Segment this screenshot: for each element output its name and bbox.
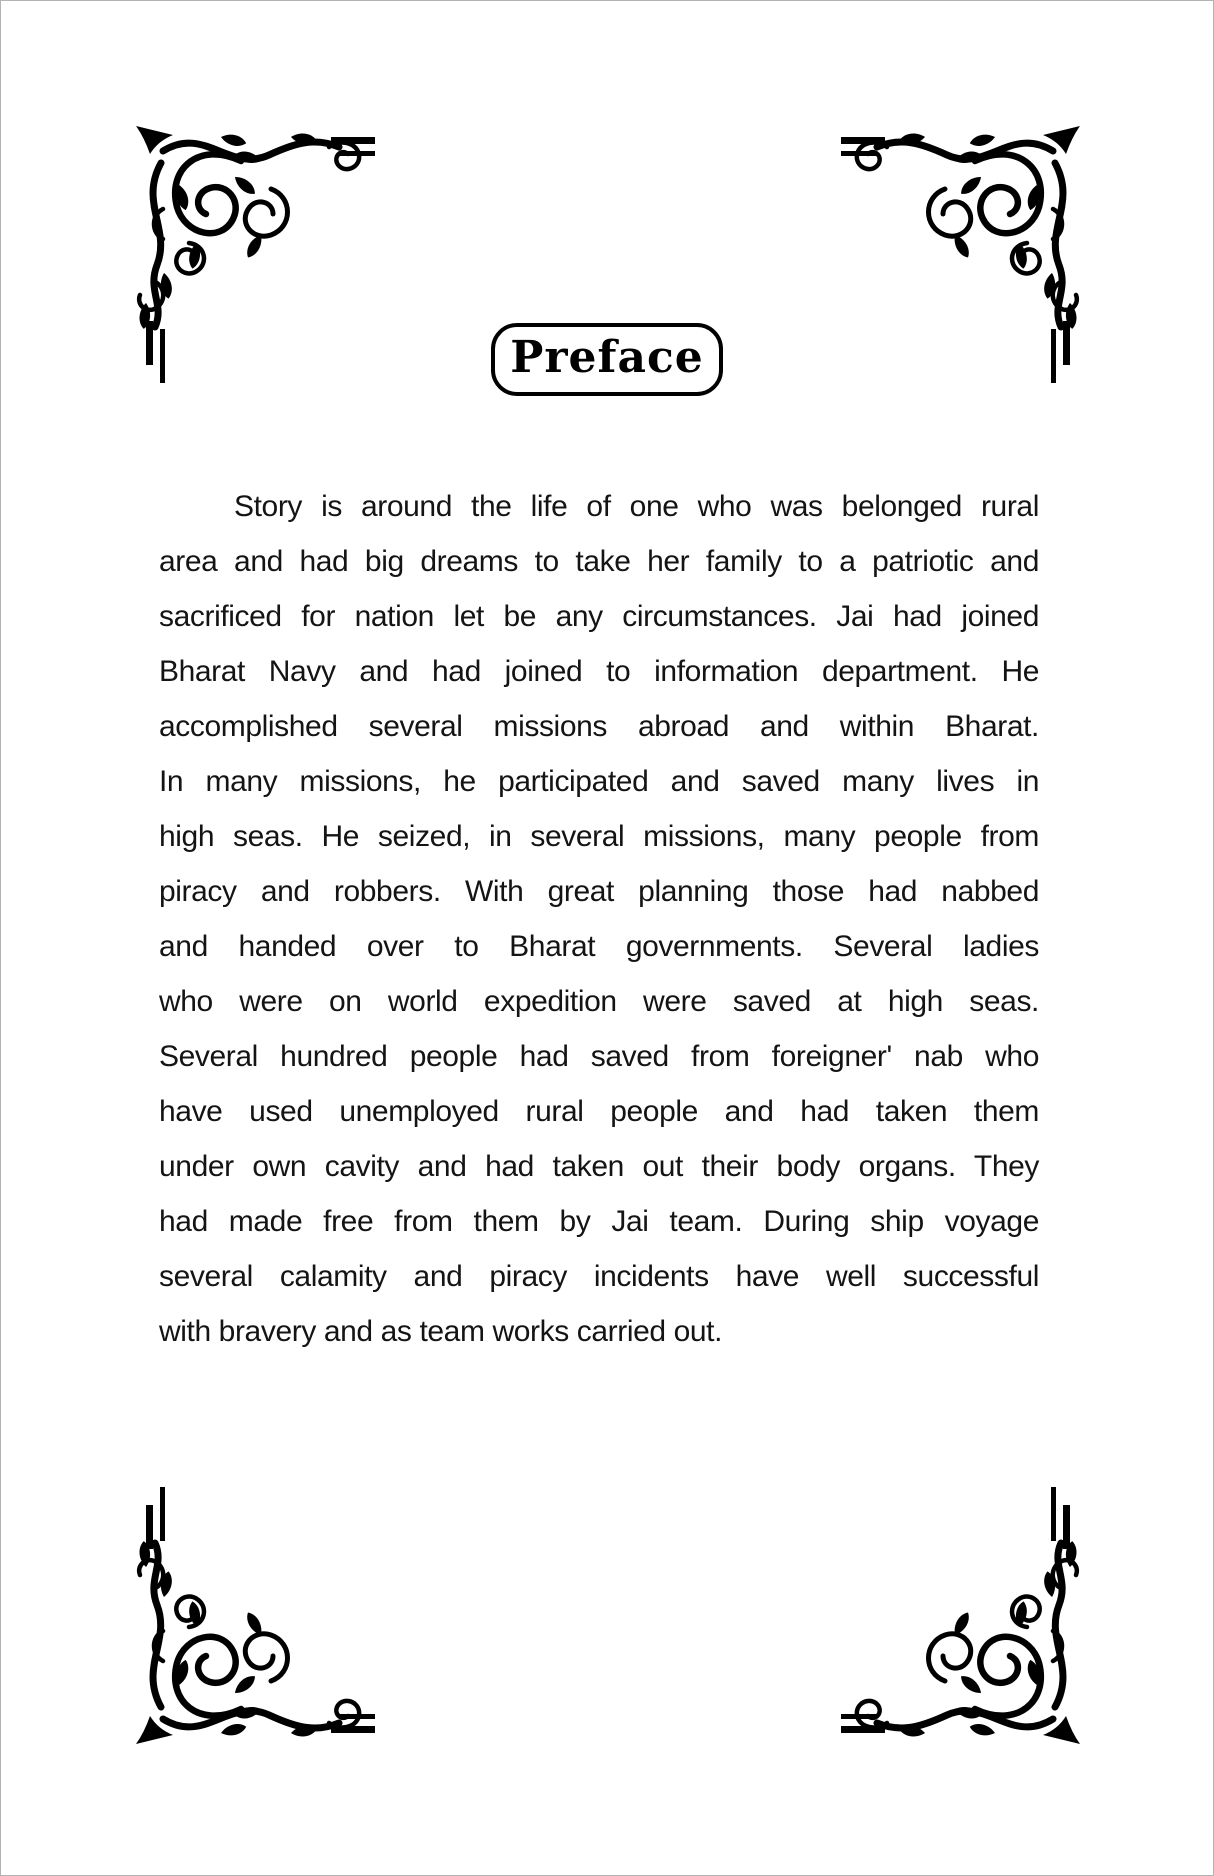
corner-flourish-ornament-bottom-left bbox=[133, 1487, 375, 1747]
text-line: have used unemployed rural people and had taken them bbox=[159, 1095, 1039, 1128]
text-line: accomplished several missions abroad and within Bharat. bbox=[159, 710, 1039, 743]
text-line: Several hundred people had saved from foreigner' nab who bbox=[159, 1040, 1039, 1073]
text-line: high seas. He seized, in several missions, many people from bbox=[159, 820, 1039, 853]
preface-title-box bbox=[491, 323, 723, 396]
text-line: In many missions, he participated and saved many lives in bbox=[159, 765, 1039, 798]
text-line: and handed over to Bharat governments. Several ladies bbox=[159, 930, 1039, 963]
corner-flourish-ornament-bottom-right bbox=[841, 1487, 1083, 1747]
text-line: Story is around the life of one who was belonged rural bbox=[234, 490, 1039, 523]
text-line: under own cavity and had taken out their body organs. They bbox=[159, 1150, 1039, 1183]
text-line: several calamity and piracy incidents have well successful bbox=[159, 1260, 1039, 1293]
text-line: with bravery and as team works carried out. bbox=[159, 1315, 723, 1348]
text-line: area and had big dreams to take her family to a patriotic and bbox=[159, 545, 1039, 578]
text-line: piracy and robbers. With great planning those had nabbed bbox=[159, 875, 1039, 908]
text-line: had made free from them by Jai team. During ship voyage bbox=[159, 1205, 1039, 1238]
text-line: who were on world expedition were saved at high seas. bbox=[159, 985, 1039, 1018]
text-line: Bharat Navy and had joined to information department. He bbox=[159, 655, 1039, 688]
page-title: Preface bbox=[510, 331, 704, 383]
corner-flourish-ornament-top-left bbox=[133, 123, 375, 383]
corner-flourish-ornament-top-right bbox=[841, 123, 1083, 383]
preface-paragraph bbox=[159, 479, 1039, 1359]
text-line: sacrificed for nation let be any circumstances. Jai had joined bbox=[159, 600, 1039, 633]
